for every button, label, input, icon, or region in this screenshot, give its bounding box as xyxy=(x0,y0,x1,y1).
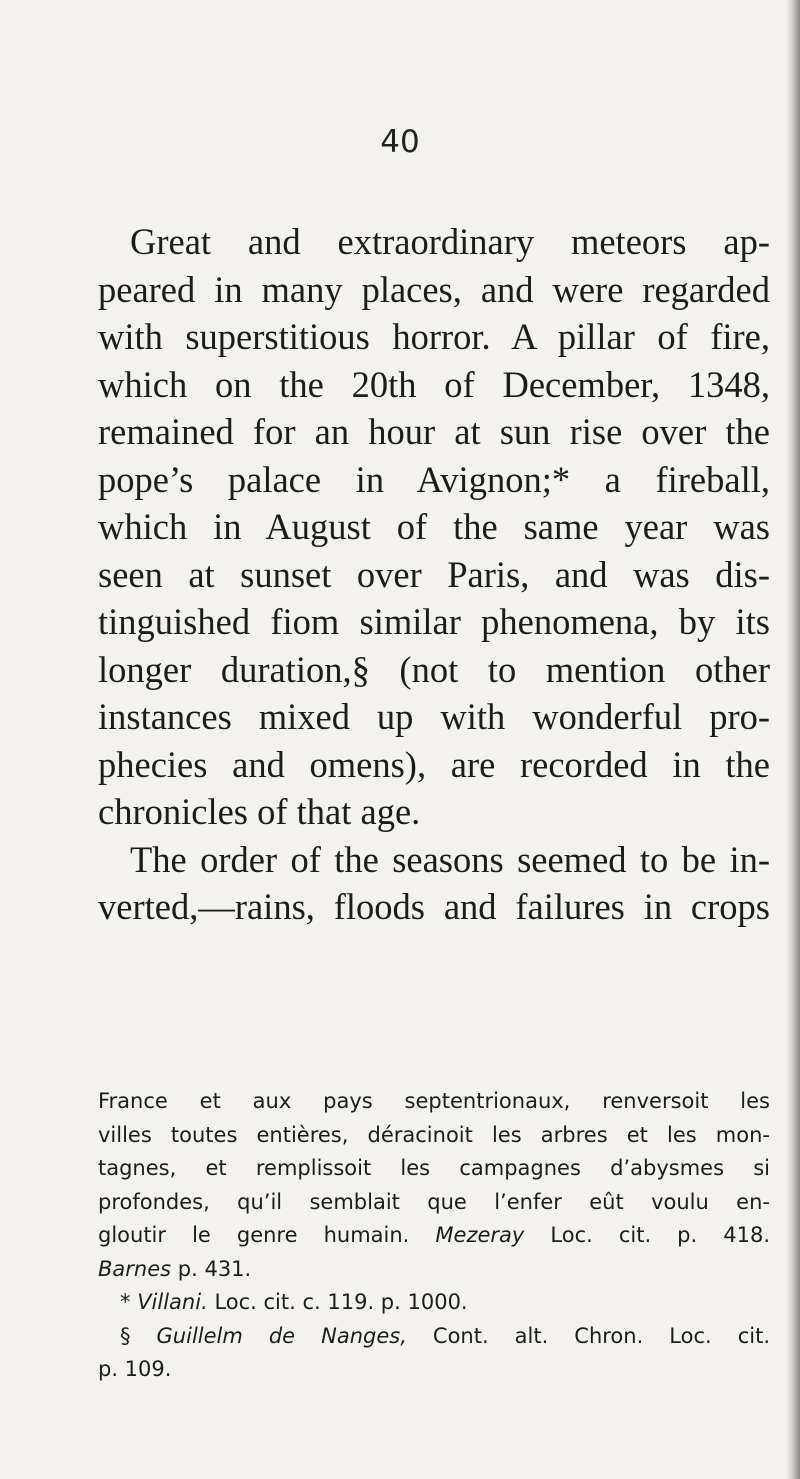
body-line: chronicles of that age. xyxy=(98,791,421,832)
body-line: which on the 20th of December, 1348, xyxy=(98,363,770,405)
footnote-mark: § xyxy=(120,1323,131,1348)
body-line: peared in many places, and were regarded xyxy=(98,268,770,310)
body-line: Great and extraordinary meteors ap- xyxy=(130,221,770,262)
footnote-line xyxy=(98,1219,770,1253)
footnote-line: p. 109. xyxy=(98,1357,172,1381)
footnote-line: France et aux pays septentrionaux, renversoit les xyxy=(98,1089,770,1113)
body-line: tinguished fiom similar phenomena, by its xyxy=(98,601,770,642)
footnote-line: villes toutes entières, déracinoit les arbres et les mon- xyxy=(98,1122,770,1147)
body-line: remained for an hour at sun rise over the xyxy=(98,411,770,452)
body-line: phecies and omens), are recorded in the xyxy=(98,743,770,785)
page-number: 40 xyxy=(380,124,420,160)
footnote-line xyxy=(98,1253,770,1287)
footnote-line: tagnes, et remplissoit les campagnes d’abysmes si xyxy=(98,1156,770,1180)
body-line: pope’s palace in Avignon;* a fireball, xyxy=(98,458,770,500)
footnote-author: Barnes xyxy=(98,1256,172,1281)
page-edge-shadow xyxy=(786,0,800,1479)
body-line: which in August of the same year was xyxy=(98,506,770,547)
body-line: instances mixed up with wonderful pro- xyxy=(98,696,770,737)
body-line: seen at sunset over Paris, and was dis- xyxy=(98,553,770,595)
footnote-villani xyxy=(98,1286,770,1320)
footnotes xyxy=(98,1085,770,1387)
body-line: The order of the seasons seemed to be in- xyxy=(130,838,770,880)
footnote-author: Villani. xyxy=(137,1290,208,1314)
footnote-text: Loc. cit. p. 418. xyxy=(550,1223,770,1247)
body-line: with superstitious horror. A pillar of fire, xyxy=(98,316,770,357)
footnote-line: profondes, qu’il semblait que l’enfer eût voulu en- xyxy=(98,1189,770,1214)
footnote-text: p. 431. xyxy=(177,1256,252,1281)
footnote-text: Cont. alt. Chron. Loc. cit. xyxy=(432,1323,770,1348)
footnote-mark: * xyxy=(120,1290,131,1314)
footnote-text: gloutir le genre humain. xyxy=(98,1223,410,1247)
body-line: verted,—rains, floods and failures in crops xyxy=(98,886,770,927)
footnote-nanges xyxy=(98,1320,770,1354)
footnote-text: Loc. cit. c. 119. p. 1000. xyxy=(214,1290,468,1314)
footnote-author: Guillelm de Nanges, xyxy=(156,1323,407,1348)
footnote-author: Mezeray xyxy=(435,1223,525,1247)
body-text xyxy=(98,218,770,931)
body-line: longer duration,§ (not to mention other xyxy=(98,648,770,690)
